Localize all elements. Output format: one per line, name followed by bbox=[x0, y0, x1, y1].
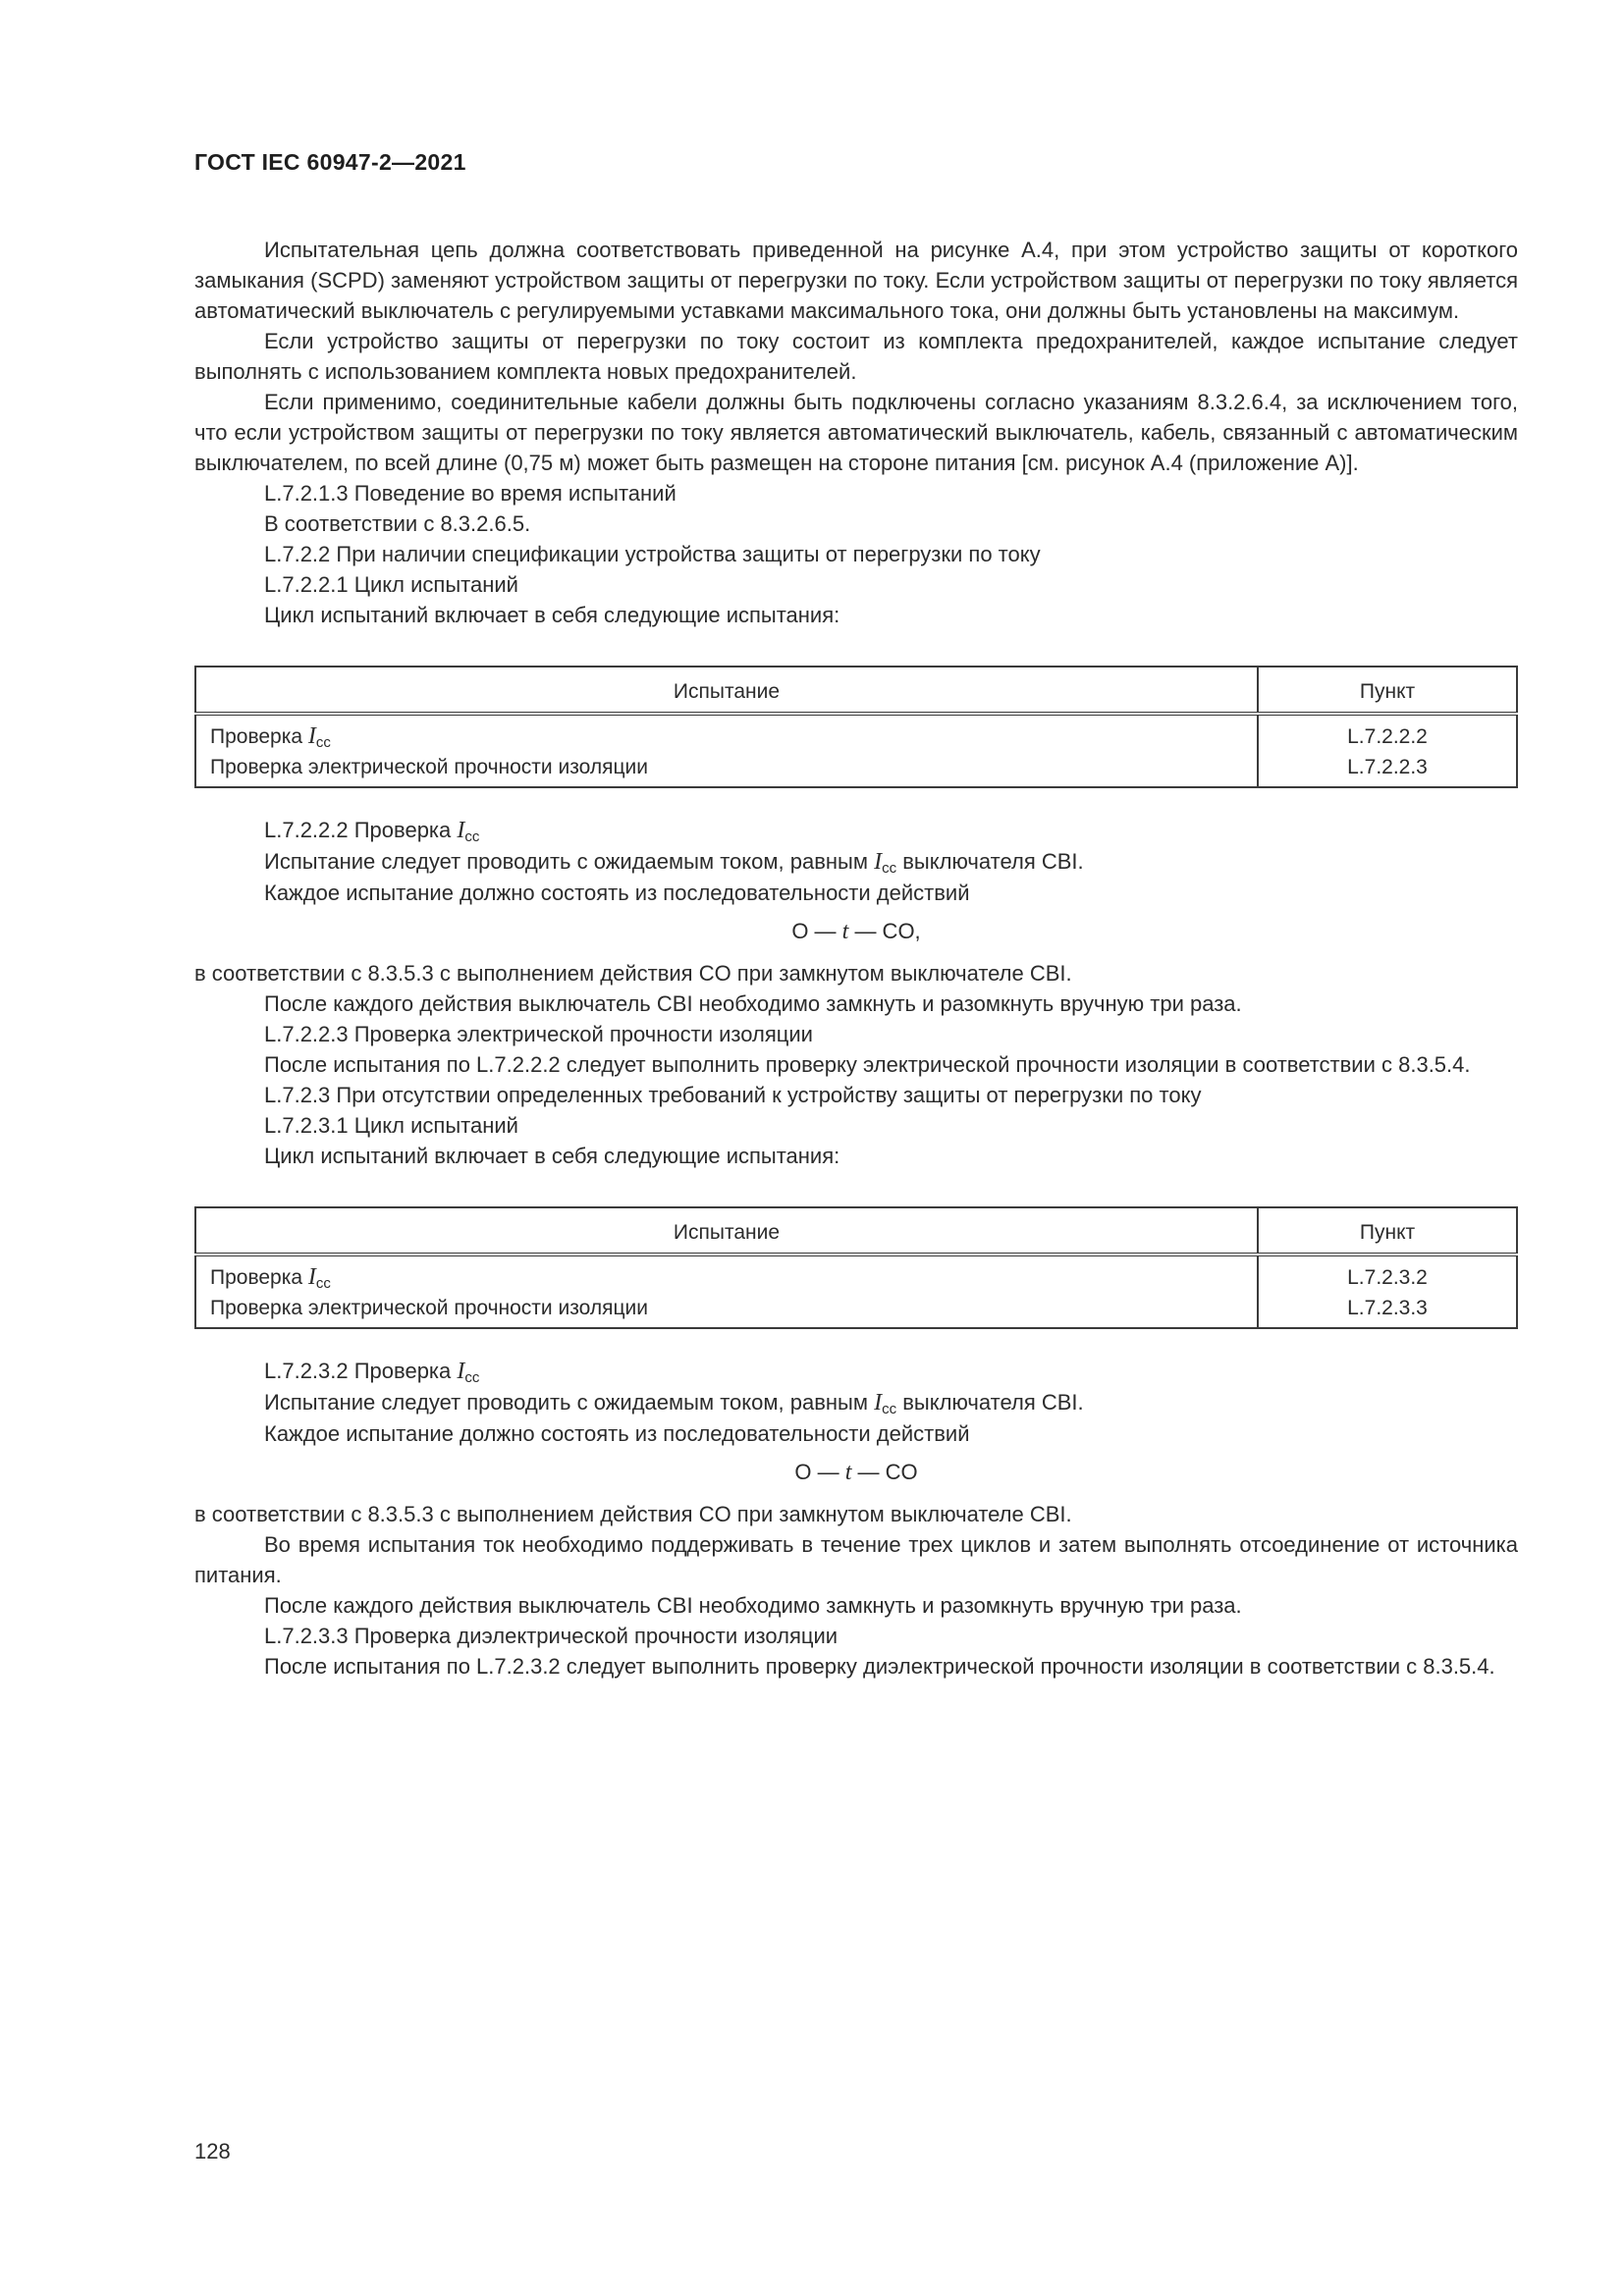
formula: O — t — CO, bbox=[791, 919, 921, 944]
clause-heading: L.7.2.2.1 Цикл испытаний bbox=[264, 572, 518, 597]
paragraph: в соответствии с 8.3.5.3 с выполнением действия CO при замкнутом выключателе CBI. bbox=[194, 1502, 1072, 1526]
table-cell-clause: L.7.2.2.3 bbox=[1347, 756, 1428, 778]
clause-heading: L.7.2.3.2 Проверка $I_{cc}$ bbox=[264, 1359, 480, 1386]
paragraph: Испытательная цепь должна соответствовать приведенной на рисунке A.4, при этом устройство защиты от короткого замыкания (SCPD) заменяют устройством защиты от перегрузки по току. Если устройством защиты от перегрузки по току является автоматический выключатель с регулируемыми уставками максимального тока, они должны быть установлены на максимум. bbox=[194, 238, 1518, 323]
paragraph: После каждого действия выключатель CBI необходимо замкнуть и разомкнуть вручную три раза. bbox=[264, 991, 1242, 1016]
paragraph: Во время испытания ток необходимо поддерживать в течение трех циклов и затем выполнять отсоединение от источника питания. bbox=[194, 1532, 1518, 1587]
table-cell-clause: L.7.2.2.2 bbox=[1347, 725, 1428, 748]
clause-heading: L.7.2.3 При отсутствии определенных требований к устройству защиты от перегрузки по току bbox=[264, 1083, 1202, 1107]
paragraph: Цикл испытаний включает в себя следующие испытания: bbox=[264, 1144, 840, 1168]
document-header: ГОСТ IEC 60947-2—2021 bbox=[194, 149, 466, 175]
paragraph: Испытание следует проводить с ожидаемым током, равным $I_{cc}$ выключателя CBI. bbox=[264, 1390, 1084, 1417]
paragraph: После испытания по L.7.2.2.2 следует выполнить проверку электрической прочности изоляции в соответствии с 8.3.5.4. bbox=[264, 1052, 1471, 1077]
paragraph: Каждое испытание должно состоять из последовательности действий bbox=[264, 1421, 970, 1446]
test-cycle-table-2 bbox=[194, 1206, 1518, 1329]
paragraph: В соответствии с 8.3.2.6.5. bbox=[264, 511, 531, 536]
paragraph: Каждое испытание должно состоять из последовательности действий bbox=[264, 881, 970, 905]
table-cell-test: Проверка электрической прочности изоляции bbox=[210, 1297, 648, 1319]
paragraph: Испытание следует проводить с ожидаемым током, равным $I_{cc}$ выключателя CBI. bbox=[264, 849, 1084, 877]
paragraph: Если применимо, соединительные кабели должны быть подключены согласно указаниям 8.3.2.6.4, за исключением того, что если устройством защиты от перегрузки по току является автоматический выключатель, кабель, связанный с автоматическим выключателем, по всей длине (0,75 м) может быть размещен на стороне питания [см. рисунок A.4 (приложение A)]. bbox=[194, 390, 1518, 475]
table-cell-test: Проверка $I_{cc}$ bbox=[210, 723, 331, 751]
clause-heading: L.7.2.2 При наличии спецификации устройства защиты от перегрузки по току bbox=[264, 542, 1041, 566]
table-header-clause: Пункт bbox=[1258, 667, 1517, 714]
test-cycle-table-1 bbox=[194, 666, 1518, 788]
table-cell-test: Проверка $I_{cc}$ bbox=[210, 1264, 331, 1292]
paragraph: Цикл испытаний включает в себя следующие испытания: bbox=[264, 603, 840, 627]
clause-heading: L.7.2.3.3 Проверка диэлектрической прочности изоляции bbox=[264, 1624, 839, 1648]
formula: O — t — CO bbox=[794, 1460, 918, 1485]
table-header-test: Испытание bbox=[195, 667, 1258, 714]
document-page bbox=[194, 147, 1518, 1682]
table-cell-clause: L.7.2.3.3 bbox=[1347, 1297, 1428, 1319]
paragraph: После каждого действия выключатель CBI необходимо замкнуть и разомкнуть вручную три раза. bbox=[264, 1593, 1242, 1618]
table-row bbox=[195, 1255, 1517, 1328]
paragraph: После испытания по L.7.2.3.2 следует выполнить проверку диэлектрической прочности изоляции в соответствии с 8.3.5.4. bbox=[264, 1654, 1495, 1679]
clause-heading: L.7.2.2.3 Проверка электрической прочности изоляции bbox=[264, 1022, 813, 1046]
table-header-clause: Пункт bbox=[1258, 1207, 1517, 1255]
table-cell-test: Проверка электрической прочности изоляции bbox=[210, 756, 648, 778]
table-cell-clause: L.7.2.3.2 bbox=[1347, 1266, 1428, 1289]
paragraph: в соответствии с 8.3.5.3 с выполнением действия CO при замкнутом выключателе CBI. bbox=[194, 961, 1072, 986]
clause-heading: L.7.2.3.1 Цикл испытаний bbox=[264, 1113, 518, 1138]
clause-heading: L.7.2.1.3 Поведение во время испытаний bbox=[264, 481, 677, 506]
table-header-test: Испытание bbox=[195, 1207, 1258, 1255]
page-number: 128 bbox=[194, 2139, 231, 2163]
clause-heading: L.7.2.2.2 Проверка $I_{cc}$ bbox=[264, 818, 480, 845]
paragraph: Если устройство защиты от перегрузки по току состоит из комплекта предохранителей, каждое испытание следует выполнять с использованием комплекта новых предохранителей. bbox=[194, 329, 1518, 384]
table-row bbox=[195, 714, 1517, 787]
